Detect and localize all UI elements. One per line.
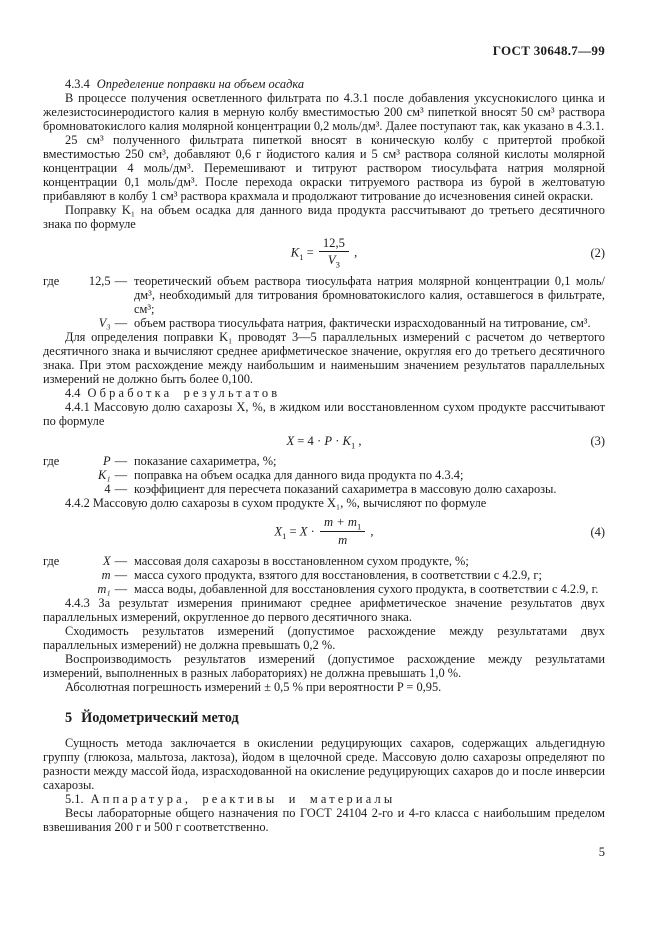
definition-row — [43, 582, 605, 596]
term-dash: — — [114, 482, 127, 497]
paragraph-4-4-3: 4.4.3 За результат измерения принимают среднее арифметическое значение результатов двух параллельных измерений, округленное до первого десятичного знака. — [43, 595, 605, 624]
definition-row — [43, 554, 605, 568]
section-number: 5 — [65, 709, 73, 726]
definition-list-f4 — [43, 554, 605, 596]
paragraph-vesy: Весы лабораторные общего назначения по ГОСТ 24104 2-го и 4-го класса с наибольшим пределом взвешивания 200 г и 500 г соответственно. — [43, 805, 605, 834]
section-title: Аппаратура, реактивы и материалы — [90, 791, 396, 806]
formula-variable: K — [342, 434, 351, 449]
paragraph-process: В процессе получения осветленного фильтрата по 4.3.1 после добавления уксуснокислого цинка и железистосинеродистого калия в мерную колбу вместимостью 200 см³ пипеткой вносят 50 см³ раствора бромноватокислого калия молярной концентрации 0,2 моль/дм³. Далее поступают так, как указано в 4.3.1. — [43, 91, 605, 133]
equals-sign: = — [303, 245, 317, 260]
formula-2-body — [83, 237, 565, 268]
term-variable: K₁ — [98, 468, 111, 483]
equals-sign: = — [286, 524, 300, 539]
term-dash: — — [114, 454, 127, 469]
equation-number: (3) — [590, 434, 605, 449]
definition-description: объем раствора тиосульфата натрия, фактически израсходованный на титрование, см³. — [134, 316, 591, 331]
formula-2 — [43, 237, 605, 268]
definition-term — [43, 582, 127, 596]
equation-number: (4) — [590, 524, 605, 539]
where-label: где — [43, 553, 60, 568]
definition-description: показание сахариметра, %; — [134, 454, 277, 469]
formula-variable: K — [290, 245, 300, 260]
paragraph-absolute-error: Абсолютная погрешность измерений ± 0,5 % при вероятности P = 0,95. — [65, 679, 442, 694]
formula-subscript: 3 — [335, 259, 340, 270]
formula-tail: , — [350, 245, 358, 260]
term-dash: — — [114, 316, 127, 331]
formula-variable: m — [338, 532, 348, 547]
fraction — [320, 516, 365, 547]
term-variable: 12,5 — [88, 274, 111, 289]
term-dash: — — [114, 581, 127, 596]
term-dash: — — [114, 274, 127, 289]
section-title: Обработка результатов — [87, 386, 281, 401]
formula-subscript: 1 — [357, 521, 362, 532]
definition-list-f2 — [43, 274, 605, 330]
formula-3 — [43, 434, 605, 451]
formula-variable: X — [286, 434, 295, 449]
definition-term — [43, 468, 127, 482]
definition-term — [43, 274, 127, 288]
definition-description: масса воды, добавленной для восстановления сухого продукта, в соответствии с 4.2.9, г. — [134, 581, 599, 596]
term-dash: — — [114, 567, 127, 582]
section-number: 5.1. — [65, 791, 84, 806]
definition-term — [43, 568, 127, 582]
definition-row — [43, 482, 605, 496]
definition-row — [43, 316, 605, 330]
text-block — [43, 77, 605, 834]
term-dash: — — [114, 468, 127, 483]
formula-subscript: 1 — [299, 251, 304, 262]
definition-description: масса сухого продукта, взятого для восстановления, в соответствии с 4.2.9, г; — [134, 567, 542, 582]
term-variable: m₁ — [97, 581, 111, 596]
formula-variable: X — [299, 524, 308, 539]
formula-tail: , — [367, 524, 374, 539]
definition-row — [43, 274, 605, 316]
definition-term — [43, 482, 127, 496]
definition-description: теоретический объем раствора тиосульфата натрия молярной концентрации 0,1 моль/дм³, необходимый для титрования бромноватокислого калия, оставшегося в фильтрате, см³; — [134, 274, 605, 317]
definition-description: поправка на объем осадка для данного вида продукта по 4.3.4; — [134, 468, 464, 483]
equals-sign: = 4 · — [294, 434, 325, 449]
term-variable: V₃ — [98, 316, 111, 331]
page-number: 5 — [598, 845, 605, 859]
definition-description: массовая доля сахарозы в восстановленном сухом продукте, %; — [134, 553, 469, 568]
paragraph-4-4-1: 4.4.1 Массовую долю сахарозы X, %, в жидком или восстановленном сухом продукте рассчитывают по формуле — [43, 400, 605, 429]
formula-4-body — [83, 516, 565, 547]
equation-number: (2) — [590, 245, 605, 260]
formula-subscript: 1 — [350, 440, 356, 451]
formula-4 — [43, 516, 605, 547]
term-variable: m — [101, 567, 111, 582]
section-heading-5-1 — [43, 792, 605, 806]
fraction — [319, 237, 349, 268]
definition-row — [43, 454, 605, 468]
definition-row — [43, 468, 605, 482]
multiply-dot: · — [307, 524, 318, 539]
paragraph-vosproizvodimost: Воспроизводимость результатов измерений (допустимое расхождение между результатами измерений, выполненных в разных лабораториях) не должна превышать 1,0 %. — [43, 651, 605, 680]
section-number: 4.4 — [65, 386, 81, 401]
term-dash: — — [114, 553, 127, 568]
formula-variable: V — [327, 253, 336, 268]
definition-description: коэффициент для пересчета показаний сахариметра в массовую долю сахарозы. — [134, 482, 557, 497]
formula-tail: , — [355, 434, 362, 449]
multiply-dot: · — [332, 434, 343, 449]
formula-variable: P — [324, 434, 333, 449]
fraction-numerator — [320, 516, 365, 531]
section-title: Йодометрический метод — [81, 709, 239, 726]
definition-row — [43, 568, 605, 582]
section-heading-4-3-4 — [43, 77, 605, 91]
where-label: где — [43, 454, 60, 469]
formula-variable: X — [274, 524, 283, 539]
section-number: 4.3.4 — [65, 77, 90, 91]
where-label: где — [43, 274, 60, 289]
definition-term — [43, 316, 127, 330]
paragraph-shodimost: Сходимость результатов измерений (допустимое расхождение между результатами двух параллельных измерений) не должна превышать 0,2 %. — [43, 623, 605, 652]
formula-subscript: 1 — [282, 531, 287, 542]
section-heading-5 — [43, 711, 605, 725]
paragraph-4-4-2: 4.4.2 Массовую долю сахарозы в сухом продукте X₁, %, вычисляют по формуле — [65, 496, 487, 511]
definition-term — [43, 554, 127, 568]
term-variable: 4 — [104, 482, 111, 497]
term-variable: X — [103, 553, 111, 568]
fraction-numerator: 12,5 — [319, 237, 349, 252]
paragraph-filtrate: 25 см³ полученного фильтрата пипеткой вносят в коническую колбу с притертой пробкой вместимостью 250 см³, добавляют 0,6 г йодистого калия и 5 см³ раствора соляной кислоты молярной концентрации 4 моль/дм³. Перемешивают и титруют раствором тиосульфата натрия молярной концентрации 0,1 моль/дм³. После перехода окраски титруемого раствора из бурой в желтоватую прибавляют в колбу 1 см³ раствора крахмала и продолжают титрование до исчезновения синей окраски. — [43, 133, 605, 203]
formula-variable: m + m — [324, 515, 357, 530]
paragraph-dlya: Для определения поправки K₁ проводят 3—5 параллельных измерений с расчетом до четвертого десятичного знака и вычисляют среднее арифметическое значение, округляя его до третьего десятичного знака. При этом расхождение между наибольшим и наименьшим значением результатов параллельных измерений не должно быть более 0,100. — [43, 330, 605, 387]
section-heading-4-4 — [43, 386, 605, 400]
term-variable: P — [103, 454, 111, 469]
definition-list-f3 — [43, 454, 605, 496]
paragraph-popravka: Поправку K₁ на объем осадка для данного вида продукта рассчитывают до третьего десятичного знака по формуле — [43, 203, 605, 231]
formula-3-body — [83, 434, 565, 451]
section-title: Определение поправки на объем осадка — [96, 77, 305, 91]
paragraph-sushchnost: Сущность метода заключается в окислении редуцирующих сахаров, содержащих альдегидную группу (глюкоза, мальтоза, лактоза), йодом в щелочной среде. Массовую долю сахарозы определяют по разности между массой йода, израсходованной на окисление редуцирующих сахаров до и после инверсии сахарозы. — [43, 735, 605, 792]
fraction-denominator — [319, 252, 349, 268]
definition-term — [43, 454, 127, 468]
fraction-denominator — [320, 532, 365, 548]
doc-code: ГОСТ 30648.7—99 — [492, 43, 605, 58]
